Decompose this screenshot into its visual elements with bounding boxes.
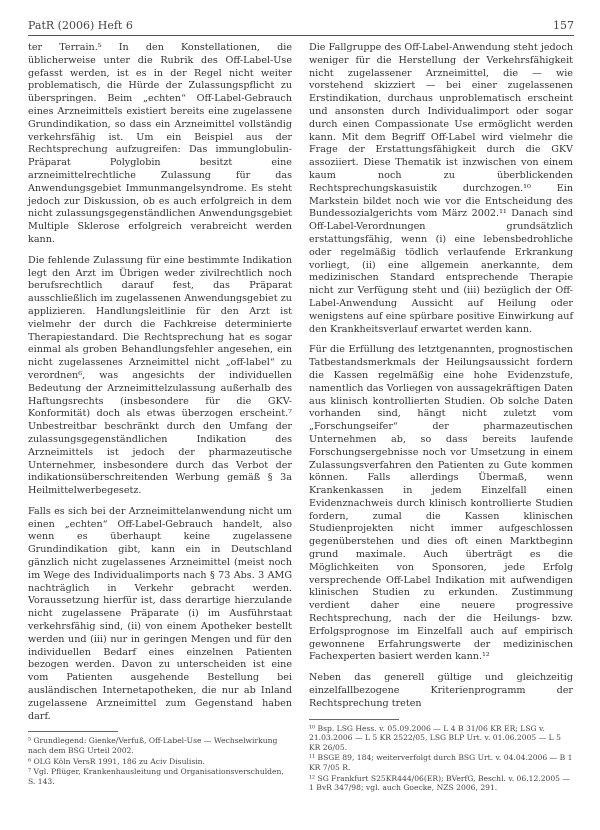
right-footnotes (309, 724, 573, 793)
left-paragraph-2: Die fehlende Zulassung für eine bestimmte Indikation legt den Arzt im Übrigen weder zivilrechtlich noch berufsrechtlich darauf fest, das Präparat ausschließlich im zugelassenen Anwendungsgebiet zu applizieren. Handlungsleitlinie für den Arzt ist vielmehr der durch die Fachkreise determinierte Therapiestandard. Die Rechtsprechung hat es sogar einmal als groben Behandlungsfehler angesehen, ein nicht zugelassenes Arzneimittel nicht „off-label“ zu verordnen⁶, was angesichts der individuellen Bedeutung der Arzneimittelzulassung außerhalb des Haftungsrechts (insbesondere für die GKV-Konformität) doch als etwas überzogen erscheint.⁷ Unbestreitbar beschränkt durch den Umfang der zulassungsgegenständlichen Indikation des Arzneimittels ist jedoch der pharmazeutische Unternehmer, insbesondere durch das Verbot der indikationsüberschreitenden Werbung gemäß § 3a Heilmittelwerbegesetz. (28, 254, 292, 497)
right-paragraph-2: Für die Erfüllung des letztgenannten, prognostischen Tatbestandsmerkmals der Heilungsaussicht fordern die Kassen regelmäßig eine hohe Evidenzstufe, namentlich das Vorliegen von aussagekräftigen Daten aus klinisch kontrollierten Studien. Ob solche Daten vorhanden sind, hängt nicht zuletzt vom „Forschungseifer“ der pharmazeutischen Unternehmen ab, so dass bereits laufende Forschungsergebnisse noch vor Umsetzung in einem Zulassungsverfahren den Patienten zu Gute kommen können. Falls allerdings Übermaß, wenn Krankenkassen in jedem Einzelfall einen Evidenznachweis durch klinisch kontrollierte Studien fordern, zumal die Kassen klinischen Studienprojekten nicht immer aufgeschlossen gegenüberstehen und dies oft einen Marktbeginn grund maximale. Auch überträgt es die Möglichkeiten von Sponsoren, jede Erfolg versprechende Off-Label Indikation mit aufwendigen klinischen Studien zu erkunden. Zustimmung verdient daher eine neuere progressive Rechtsprechung, nach der die Heilungs- bzw. Erfolgsprognose im Einzelfall auch auf empirisch gewonnene Erfahrungswerte der medizinischen Fachexperten basiert werden kann.¹² (309, 344, 573, 663)
footnote-5: ⁵ Grundlegend: Gienke/Verfuß, Off-Label-Use — Wechselwirkung nach dem BSG Urteil 2002. (28, 736, 278, 756)
footnote-divider (309, 719, 399, 720)
left-paragraph-3: Falls es sich bei der Arzneimittelanwendung nicht um einen „echten“ Off-Label-Gebrauch handelt, also wenn es überhaupt keine zugelassene Grundindikation gibt, kann ein in Deutschland gänzlich nicht zugelassenes Arzneimittel (meist noch im Wege des Individualimports nach § 73 Abs. 3 AMG nachträglich in Verkehr gebracht werden. Voraussetzung hierfür ist, dass derartige hierzulande nicht zugelassene Präparate (i) im Ausführstaat verkehrsfähig sind, (ii) von einem Apotheker bestellt werden und (iii) nur in geringen Mengen und für den individuellen Bedarf eines einzelnen Patienten bezogen werden. Davon zu unterscheiden ist eine vom Patienten ausgehende Bestellung bei ausländischen Internetapotheken, die nur ab Inland zugelassene Arzneimittel zum Gegenstand haben darf. (28, 505, 292, 722)
right-column (309, 42, 573, 794)
footnote-7: ⁷ Vgl. Pflüger, Krankenhausleitung und Organisationsverschulden, S. 143. (28, 767, 284, 786)
left-paragraph-1: ter Terrain.⁵ In den Konstellationen, die üblicherweise unter die Rubrik des Off-Label-Use gefasst werden, ist es in der Regel nicht weiter problematisch, die Hürde der Zulassungspflicht zu überspringen. Beim „echten“ Off-Label-Gebrauch eines Arzneimittels existiert bereits eine zugelassene Grundindikation, so dass ein Arzneimittel vollständig verkehrsfähig ist. Um ein Beispiel aus der Rechtsprechung aufzugreifen: Das immunglobulin-Präparat Polyglobin besitzt eine arzneimittelrechtliche Zulassung für das Anwendungsgebiet Immunmangelsyndrome. Es steht jedoch zur Diskussion, ob es auch erfolgreich in dem nicht zulassungsgegenständlichen Anwendungsgebiet Multiple Sklerose erfolgreich verabreicht werden kann. (28, 42, 292, 245)
right-paragraph-1: Die Fallgruppe des Off-Label-Anwendung steht jedoch weniger für die Herstellung der Verkehrsfähigkeit nicht zugelassener Arzneimittel, die — wie vorstehend skizziert — bei einer zugelassenen Erstindikation, durchaus unproblematisch erscheint und ansonsten durch Individualimport oder sogar durch einen Compassionate Use ermöglicht werden kann. Mit dem Begriff Off-Label wird vielmehr die Frage der Erstattungsfähigkeit durch die GKV assoziiert. Diese Thematik ist inzwischen von einem kaum noch zu überblickenden Rechtsprechungskasuistik durchzogen.¹⁰ Ein Markstein bildet noch wie vor die Entscheidung des Bundessozialgerichts vom März 2002.¹¹ Danach sind Off-Label-Verordnungen grundsätzlich erstattungsfähig, wenn (i) eine lebensbedrohliche oder regelmäßig tödlich verlaufende Erkrankung vorliegt, (ii) eine allgemein anerkannte, dem medizinischen Standard entsprechende Therapie nicht zur Verfügung steht und (iii) bezüglich der Off-Label-Anwendung Aussicht auf Heilung oder wenigstens auf eine spürbare positive Einwirkung auf den Krankheitsverlauf erwartet werden kann. (309, 42, 573, 335)
footnote-divider (28, 731, 118, 732)
page-number: 157 (553, 19, 574, 32)
footnote-10: ¹⁰ Bsp. LSG Hess. v. 05.09.2006 — L 4 B 31/06 KR ER; LSG v. 21.03.2006 — L 5 KR 2522/05, LSG BLP Urt. v. 01.06.2005 — L 5 KR 26/05. (309, 723, 561, 752)
page-header (28, 14, 574, 36)
left-column (28, 42, 292, 787)
footnote-11: ¹¹ BSGE 89, 184; weiterverfolgt durch BSG Urt. v. 04.04.2006 — B 1 KR 7/05 R. (309, 753, 573, 773)
right-paragraph-3: Neben das generell gültige und gleichzeitig einzelfallbezogene Kriterienprogramm der Rechtsprechung treten (309, 672, 573, 709)
footnote-12: ¹² SG Frankfurt S25KR444/06(ER); BVerfG, Beschl. v. 06.12.2005 — 1 BvR 347/98; vgl. auch Goecke, NZS 2006, 291. (309, 773, 571, 793)
journal-reference: PatR (2006) Heft 6 (28, 19, 133, 32)
footnote-6: ⁶ OLG Köln VersR 1991, 186 zu Aciv Disulisin. (28, 756, 205, 766)
left-footnotes (28, 736, 292, 786)
